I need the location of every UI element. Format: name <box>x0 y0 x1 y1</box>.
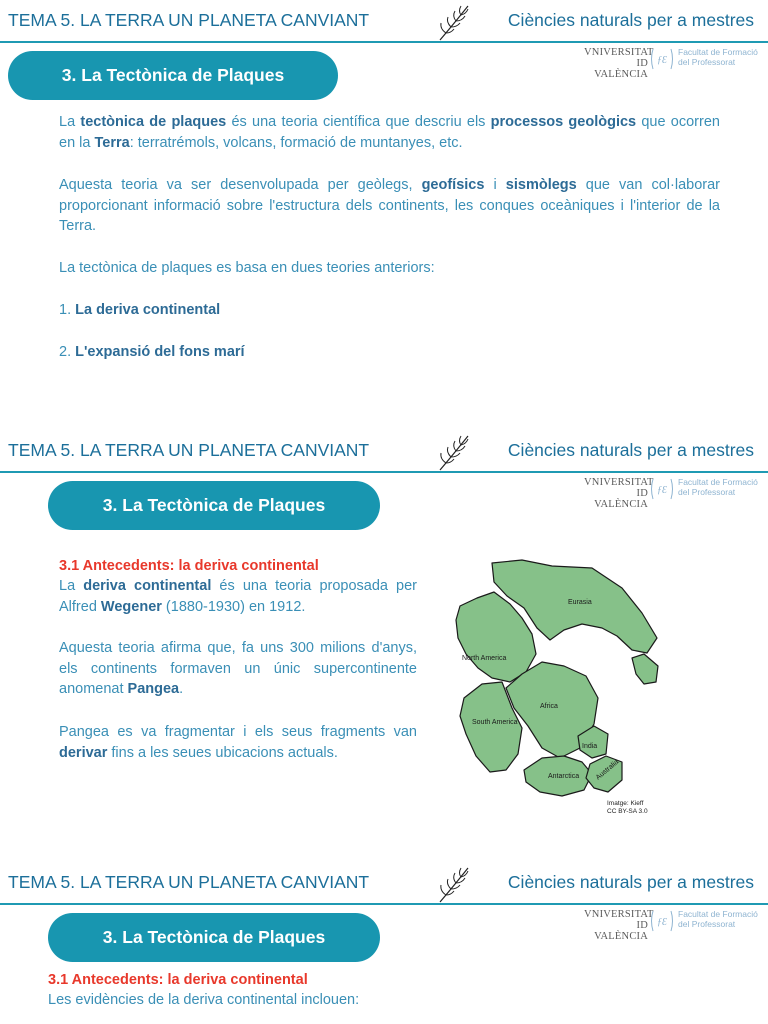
faculty-name-line1: Facultat de Formació <box>678 47 758 57</box>
course-subtitle: Ciències naturals per a mestres <box>507 440 754 460</box>
leaf-branch-icon <box>434 0 476 42</box>
course-topic-title: TEMA 5. LA TERRA UN PLANETA CANVIANT <box>8 10 370 30</box>
university-logo <box>584 477 768 510</box>
header-rule <box>0 471 768 473</box>
header-rule <box>0 41 768 43</box>
faculty-name <box>678 47 758 67</box>
svg-text:ƒƐ: ƒƐ <box>657 917 667 928</box>
slide-2 <box>0 430 768 840</box>
fragmentation-paragraph: Pangea es va fragmentar i els seus fragments van derivar fins a les seues ubicacions actuals. <box>59 724 417 761</box>
intro-paragraph: La tectònica de plaques és una teoria científica que descriu els processos geològics que ocorren en la Terra: terratrémols, volcans, formació de muntanyes, etc. <box>59 114 720 151</box>
map-label-australia: Australia <box>594 758 621 782</box>
development-paragraph: Aquesta teoria va ser desenvolupada per geòlegs, geofísics i sismòlegs que van col·laborar proporcionant informació sobre l'estructura dels continents, les conques oceàniques i l'interior de la Terra. <box>59 177 720 234</box>
faculty-emblem-icon <box>650 909 674 933</box>
university-name-line1: VNIVERSITAT <box>584 47 654 58</box>
pangea-map <box>452 558 668 804</box>
map-label-eurasia: Eurasia <box>568 599 592 606</box>
course-subtitle: Ciències naturals per a mestres <box>507 872 754 892</box>
faculty-name-line2: del Professorat <box>678 919 736 929</box>
section-heading: 3.1 Antecedents: la deriva continental <box>59 558 319 574</box>
image-credit-author: Imatge: Kieff <box>607 800 644 807</box>
university-name <box>584 477 654 510</box>
faculty-emblem-icon <box>650 477 674 501</box>
list-item-1: 1. La deriva continental <box>59 302 221 318</box>
slide-1 <box>0 0 768 420</box>
university-name-line2: ID VALÈNCIA <box>594 920 648 942</box>
course-topic-title: TEMA 5. LA TERRA UN PLANETA CANVIANT <box>8 440 370 460</box>
basis-paragraph: La tectònica de plaques es basa en dues teories anteriors: <box>59 260 435 276</box>
svg-text:ƒƐ: ƒƐ <box>657 485 667 496</box>
faculty-emblem-icon <box>650 47 674 71</box>
university-name-line1: VNIVERSITAT <box>584 909 654 920</box>
section-banner: 3. La Tectònica de Plaques <box>8 51 338 100</box>
slide-3 <box>0 862 768 1024</box>
image-credit-license: CC BY-SA 3.0 <box>607 808 648 815</box>
university-logo <box>584 909 768 942</box>
university-name-line1: VNIVERSITAT <box>584 477 654 488</box>
header-rule <box>0 903 768 905</box>
course-topic-title: TEMA 5. LA TERRA UN PLANETA CANVIANT <box>8 872 370 892</box>
university-name-line2: ID VALÈNCIA <box>594 58 648 80</box>
leaf-branch-icon <box>434 430 476 472</box>
university-name-line2: ID VALÈNCIA <box>594 488 648 510</box>
list-item-2: 2. L'expansió del fons marí <box>59 344 245 360</box>
evidence-intro-paragraph: Les evidències de la deriva continental inclouen: <box>48 992 360 1008</box>
faculty-name <box>678 909 758 929</box>
section-banner: 3. La Tectònica de Plaques <box>48 913 380 962</box>
university-logo <box>584 47 768 80</box>
map-label-south-america: South America <box>472 719 518 726</box>
leaf-branch-icon <box>434 862 476 904</box>
faculty-name-line2: del Professorat <box>678 57 736 67</box>
section-heading: 3.1 Antecedents: la deriva continental <box>48 972 308 988</box>
svg-text:ƒƐ: ƒƐ <box>657 55 667 66</box>
map-label-north-america: North America <box>462 655 507 662</box>
image-credit <box>607 800 648 816</box>
section-banner: 3. La Tectònica de Plaques <box>48 481 380 530</box>
wegener-paragraph: La deriva continental és una teoria proposada per Alfred Wegener (1880-1930) en 1912. <box>59 578 417 615</box>
map-label-india: India <box>582 743 598 750</box>
map-label-africa: Africa <box>540 703 558 710</box>
map-label-antarctica: Antarctica <box>548 773 580 780</box>
faculty-name-line1: Facultat de Formació <box>678 909 758 919</box>
faculty-name <box>678 477 758 497</box>
faculty-name-line1: Facultat de Formació <box>678 477 758 487</box>
university-name <box>584 909 654 942</box>
islands-landmass <box>632 654 658 684</box>
pangea-paragraph: Aquesta teoria afirma que, fa uns 300 milions d'anys, els continents formaven un únic supercontinente anomenat Pangea. <box>59 640 417 697</box>
university-name <box>584 47 654 80</box>
course-subtitle: Ciències naturals per a mestres <box>507 10 754 30</box>
faculty-name-line2: del Professorat <box>678 487 736 497</box>
